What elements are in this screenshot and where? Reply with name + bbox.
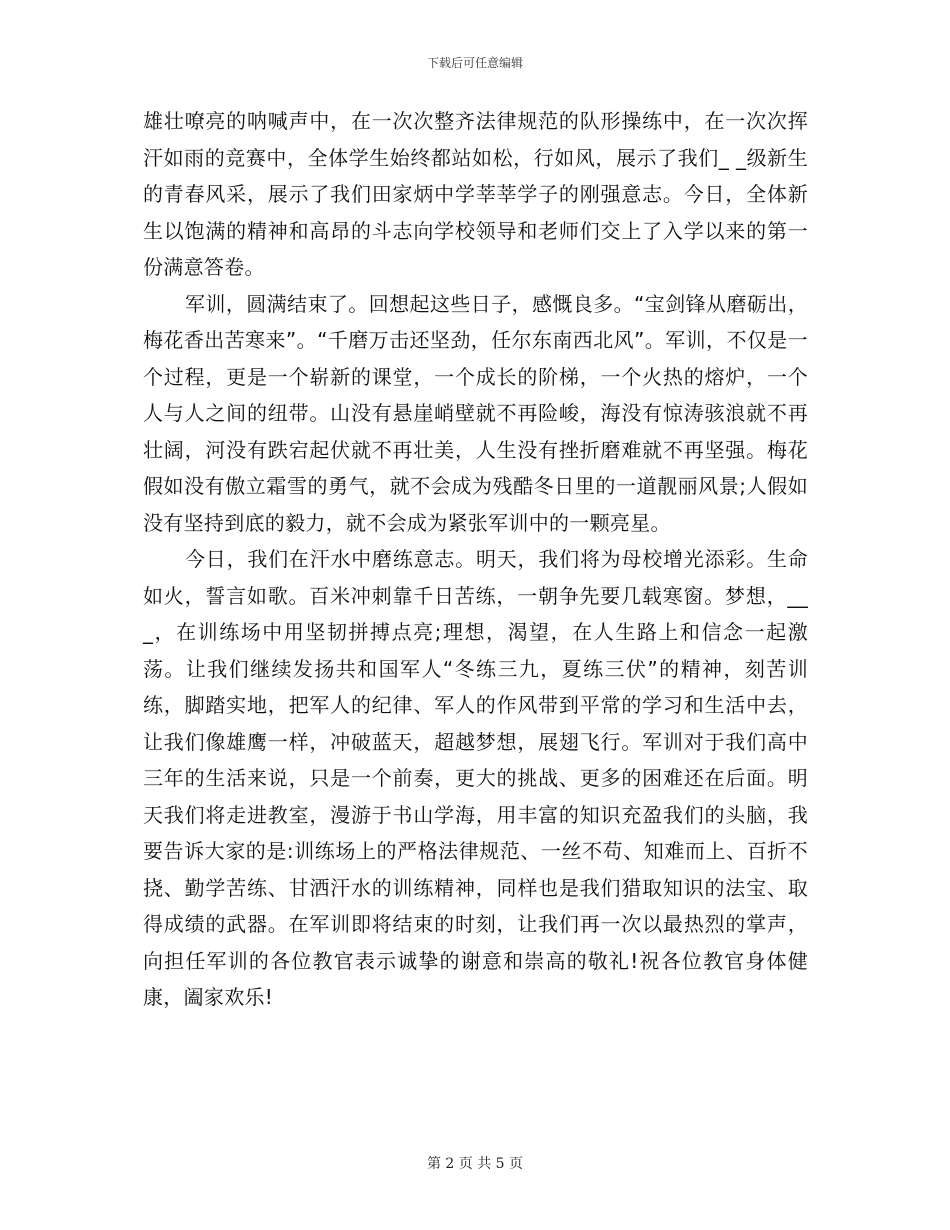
document-body	[143, 103, 808, 1016]
paragraph-1: 雄壮嘹亮的呐喊声中，在一次次整齐法律规范的队形操练中，在一次次挥汗如雨的竞赛中，全体学生始终都站如松，行如风，展示了我们_ _级新生的青春风采，展示了我们田家炳中学莘莘学子的刚强意志。今日，全体新生以饱满的精神和高昂的斗志向学校领导和老师们交上了入学以来的第一份满意答卷。	[143, 109, 808, 279]
header-note: 下载后可任意编辑	[426, 56, 523, 70]
page-number: 第 2 页 共 5 页	[426, 1156, 524, 1172]
paragraph-3: 今日，我们在汗水中磨练意志。明天，我们将为母校增光添彩。生命如火，誓言如歌。百米冲刺靠千日苦练，一朝争先要几载寒窗。梦想，___，在训练场中用坚韧拼搏点亮;理想，渴望，在人生路上和信念一起激荡。让我们继续发扬共和国军人“冬练三九，夏练三伏”的精神，刻苦训练，脚踏实地，把军人的纪律、军人的作风带到平常的学习和生活中去，让我们像雄鹰一样，冲破蓝天，超越梦想，展翅飞行。军训对于我们高中三年的生活来说，只是一个前奏，更大的挑战、更多的困难还在后面。明天我们将走进教室，漫游于书山学海，用丰富的知识充盈我们的头脑，我要告诉大家的是:训练场上的严格法律规范、一丝不苟、知难而上、百折不挠、勤学苦练、甘洒汗水的训练精神，同样也是我们猎取知识的法宝、取得成绩的武器。在军训即将结束的时刻，让我们再一次以最热烈的掌声，向担任军训的各位教官表示诚挚的谢意和崇高的敬礼!祝各位教官身体健康，阖家欢乐!	[143, 547, 808, 1009]
paragraph-2: 军训，圆满结束了。回想起这些日子，感慨良多。“宝剑锋从磨砺出，梅花香出苦寒来”。“千磨万击还坚劲，任尔东南西北风”。军训，不仅是一个过程，更是一个崭新的课堂，一个成长的阶梯，一个火热的熔炉，一个人与人之间的纽带。山没有悬崖峭壁就不再险峻，海没有惊涛骇浪就不再壮阔，河没有跌宕起伏就不再壮美，人生没有挫折磨难就不再坚强。梅花假如没有傲立霜雪的勇气，就不会成为残酷冬日里的一道靓丽风景;人假如没有坚持到底的毅力，就不会成为紧张军训中的一颗亮星。	[143, 291, 808, 535]
